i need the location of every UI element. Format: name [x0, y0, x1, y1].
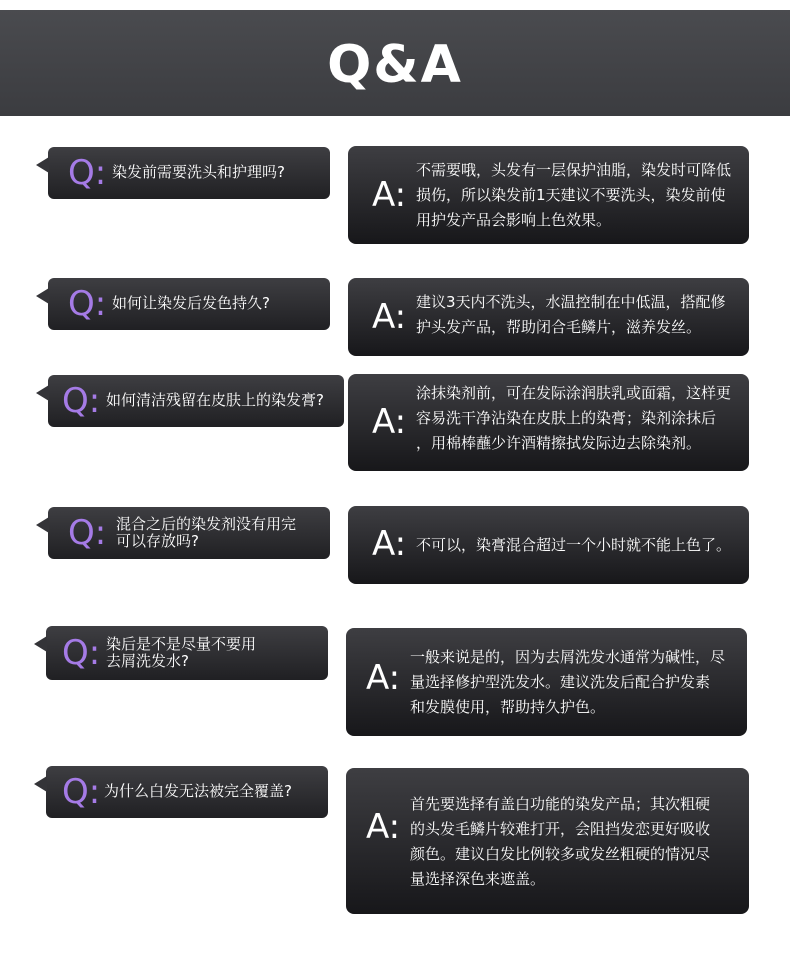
header-banner	[0, 10, 790, 116]
question-bubble	[48, 507, 330, 559]
answer-bubble	[348, 146, 749, 244]
question-marker: Q:	[62, 633, 101, 673]
answer-bubble	[348, 278, 749, 356]
page-title: Q&A	[327, 35, 463, 95]
question-text: 染发前需要洗头和护理吗?	[112, 163, 285, 181]
answer-text: 一般来说是的，因为去屑洗发水通常为碱性，尽 量选择修护型洗发水。建议洗发后配合护发素 和发膜使用，帮助持久护色。	[410, 648, 726, 716]
answer-text: 首先要选择有盖白功能的染发产品；其次粗硬 的头发毛鳞片较难打开，会阻挡发恋更好吸收 颜色。建议白发比例较多或发丝粗硬的情况尽 量选择深色来遮盖。	[410, 795, 711, 888]
answer-text: 不需要哦，头发有一层保护油脂，染发时可降低 损伤，所以染发前1天建议不要洗头，染发前使 用护发产品会影响上色效果。	[416, 161, 732, 229]
question-text: 混合之后的染发剂没有用完 可以存放吗?	[116, 515, 297, 550]
question-bubble	[48, 375, 344, 427]
answer-marker: A:	[366, 658, 401, 698]
answer-bubble	[346, 628, 747, 736]
answer-bubble	[348, 374, 749, 471]
question-marker: Q:	[68, 153, 107, 193]
answer-marker: A:	[372, 524, 407, 564]
question-marker: Q:	[68, 284, 107, 324]
answer-marker: A:	[372, 402, 407, 442]
answer-bubble	[348, 506, 749, 584]
question-marker: Q:	[62, 772, 101, 812]
answer-marker: A:	[372, 297, 407, 337]
answer-bubble	[346, 768, 749, 914]
question-bubble	[48, 147, 330, 199]
question-text: 为什么白发无法被完全覆盖?	[104, 782, 292, 800]
question-bubble	[46, 766, 328, 818]
answer-text: 建议3天内不洗头，水温控制在中低温，搭配修 护头发产品，帮助闭合毛鳞片，滋养发丝。	[416, 293, 726, 336]
question-marker: Q:	[62, 381, 101, 421]
question-text: 如何让染发后发色持久?	[112, 294, 270, 312]
answer-text: 不可以，染膏混合超过一个小时就不能上色了。	[416, 536, 732, 554]
answer-marker: A:	[372, 175, 407, 215]
question-text: 染后是不是尽量不要用 去屑洗发水?	[106, 635, 257, 670]
question-text: 如何清洁残留在皮肤上的染发膏?	[106, 391, 324, 409]
question-marker: Q:	[68, 513, 107, 553]
question-bubble	[46, 626, 328, 680]
answer-marker: A:	[366, 807, 401, 847]
answer-text: 涂抹染剂前，可在发际涂润肤乳或面霜，这样更 容易洗干净沾染在皮肤上的染膏；染剂涂抹后 ，用棉棒蘸少许酒精擦拭发际边去除染剂。	[416, 384, 732, 452]
question-bubble	[48, 278, 330, 330]
